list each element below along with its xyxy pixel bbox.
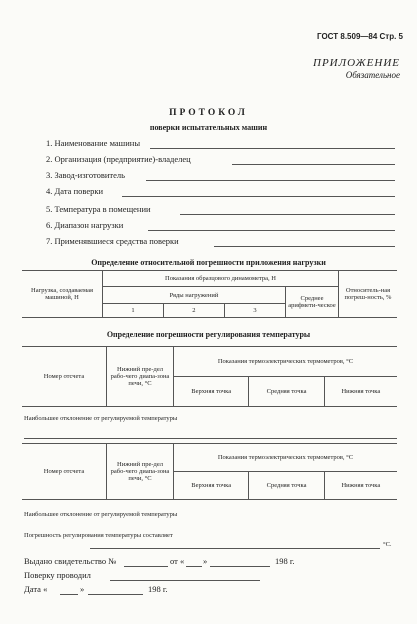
certificate-number-line[interactable]: [124, 566, 168, 567]
temp-table-1: [22, 346, 397, 407]
standard-header: ГОСТ 8.509—84 Стр. 5: [317, 32, 403, 41]
date-year: 198 г.: [148, 584, 168, 594]
field-instruments-line[interactable]: [214, 246, 395, 247]
divider-1: [24, 438, 397, 439]
field-date-line[interactable]: [122, 196, 395, 197]
field-manufacturer: 3. Завод-изготовитель: [46, 170, 125, 180]
section-load-error-title: Определение относительной погрешности приложения нагрузки: [91, 258, 326, 267]
protocol-title: ПРОТОКОЛ: [169, 108, 248, 118]
col-reading-number: Номер отсчета: [22, 347, 107, 407]
certificate-label: Выдано свидетельство №: [24, 556, 117, 566]
field-instruments: 7. Применявшиеся средства поверки: [46, 236, 179, 246]
field-load-range-line[interactable]: [148, 230, 395, 231]
col-furnace-lower-limit: Нижний пре-дел рабо-чего диапа-зона печи, °С: [107, 347, 174, 407]
field-owner: 2. Организация (предприятие)-владелец: [46, 154, 191, 164]
verified-by-label: Поверку проводил: [24, 570, 91, 580]
date-month-line[interactable]: [88, 594, 143, 595]
col-relative-error: Относитель-ная погреш-ность, %: [339, 271, 398, 318]
field-load-range: 6. Диапазон нагрузки: [46, 220, 124, 230]
field-room-temp-line[interactable]: [180, 214, 395, 215]
date-label: Дата «: [24, 584, 48, 594]
col-load: Нагрузка, создаваемая машиной, Н: [22, 271, 103, 318]
regulation-error-label: Погрешность регулирования температуры составляет: [24, 532, 173, 539]
col-upper-point: Верхняя точка: [174, 377, 249, 407]
date-day-line[interactable]: [60, 594, 78, 595]
certificate-year: 198 г.: [275, 556, 295, 566]
col-upper-point-2: Верхняя точка: [174, 472, 249, 500]
col-middle-point-2: Средняя точка: [249, 472, 324, 500]
section-temp-error-title: Определение погрешности регулирования температуры: [106, 330, 311, 339]
col-middle-point: Средняя точка: [249, 377, 324, 407]
protocol-subtitle: поверки испытательных машин: [149, 123, 268, 132]
field-owner-line[interactable]: [232, 164, 395, 165]
regulation-error-unit: °С.: [383, 541, 392, 548]
series-1: 1: [103, 303, 164, 317]
col-reference-readings: Показания образцового динамометра, Н: [103, 271, 339, 287]
certificate-day-line[interactable]: [186, 566, 202, 567]
field-manufacturer-line[interactable]: [146, 180, 395, 181]
field-machine-name: 1. Наименование машины: [46, 138, 141, 148]
col-thermometer-readings-2: Показания термоэлектрических термометров, °С: [174, 444, 398, 472]
date-quote: »: [80, 584, 85, 594]
field-date: 4. Дата поверки: [46, 186, 104, 196]
max-deviation-note-1: Наибольшее отклонение от регулируемой температуры: [24, 415, 178, 422]
col-reading-number-2: Номер отсчета: [22, 444, 107, 500]
col-lower-point: Нижняя точка: [324, 377, 397, 407]
col-mean: Среднее арифмети-ческое: [286, 287, 339, 318]
verified-by-line[interactable]: [110, 580, 260, 581]
col-thermometer-readings: Показания термоэлектрических термометров, °С: [174, 347, 398, 377]
load-error-table: [22, 270, 397, 318]
field-room-temp: 5. Температура в помещении: [46, 204, 151, 214]
series-3: 3: [224, 303, 285, 317]
certificate-from: от «: [170, 556, 185, 566]
temp-table-2: [22, 443, 397, 500]
series-2: 2: [163, 303, 224, 317]
col-furnace-lower-limit-2: Нижний пре-дел рабо-чего диапа-зона печи, °С: [107, 444, 174, 500]
col-lower-point-2: Нижняя точка: [324, 472, 397, 500]
certificate-month-line[interactable]: [210, 566, 270, 567]
certificate-quote: »: [203, 556, 208, 566]
max-deviation-note-2: Наибольшее отклонение от регулируемой температуры: [24, 511, 178, 518]
field-machine-name-line[interactable]: [150, 148, 395, 149]
appendix-title: ПРИЛОЖЕНИЕ: [313, 57, 400, 69]
col-load-series: Ряды нагружений: [103, 287, 286, 303]
regulation-error-line[interactable]: [90, 548, 380, 549]
appendix-status: Обязательное: [345, 70, 400, 80]
